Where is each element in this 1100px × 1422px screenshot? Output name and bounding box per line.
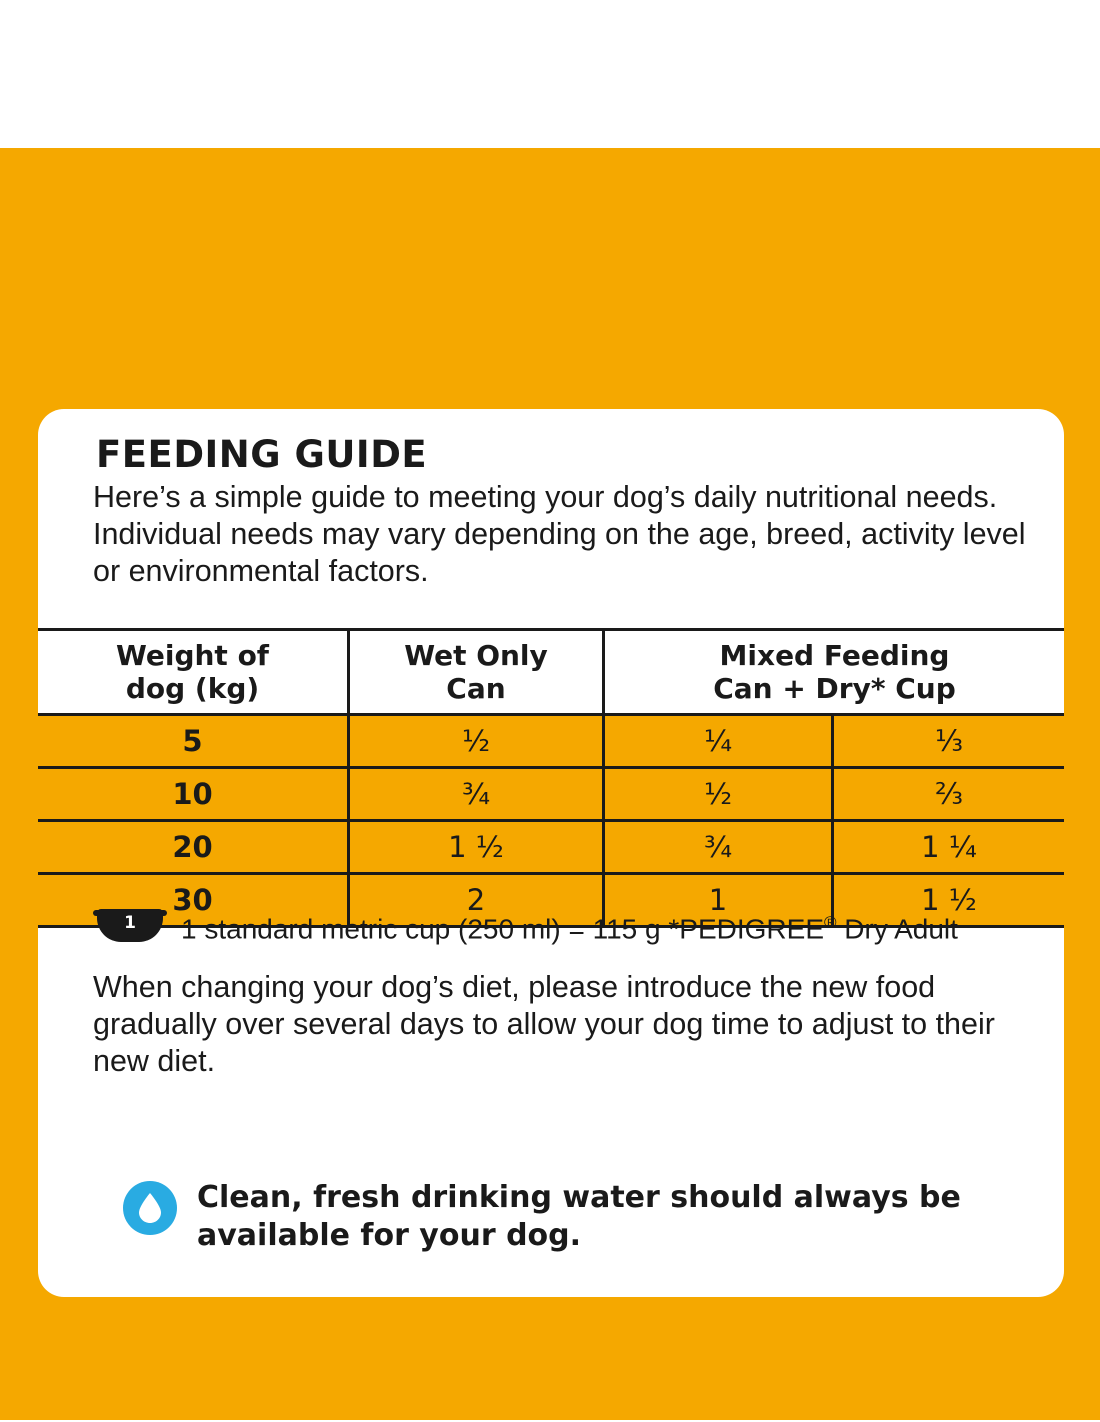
cell-weight: 20 (38, 822, 350, 872)
cell-mixed-group (605, 822, 1064, 872)
header-mixed-line1: Mixed Feeding (719, 639, 950, 672)
cell-wet-only: ¾ (350, 769, 605, 819)
water-note-text: Clean, fresh drinking water should always be available for your dog. (197, 1180, 961, 1253)
diet-transition-note: When changing your dog’s diet, please introduce the new food gradually over several days to allow your dog time to adjust to their new diet. (93, 970, 995, 1078)
measuring-cup-note (93, 909, 1053, 949)
water-drop-icon (123, 1181, 177, 1235)
cell-wet-only: ½ (350, 716, 605, 766)
registered-mark: ® (824, 912, 837, 932)
cell-mixed-can: ¼ (605, 716, 834, 766)
feeding-guide-card (38, 409, 1064, 1297)
measuring-cup-icon (93, 909, 167, 949)
header-weight-line2: dog (kg) (125, 672, 260, 705)
header-wet-only (350, 631, 605, 713)
cell-weight: 10 (38, 769, 350, 819)
water-note (123, 1179, 1023, 1255)
cell-mixed-can: 1 (605, 875, 834, 925)
table-row (38, 822, 1064, 875)
cell-mixed-cup: ⅓ (934, 724, 964, 758)
cell-wet-only: 1 ½ (350, 822, 605, 872)
cell-weight: 5 (38, 716, 350, 766)
cell-mixed-cup: ⅔ (934, 777, 964, 811)
cell-mixed-group (605, 769, 1064, 819)
cell-mixed-cup: 1 ½ (921, 883, 977, 917)
cell-wet-only: 2 (350, 875, 605, 925)
orange-background-panel (0, 148, 1100, 1420)
cell-mixed-cup: 1 ¼ (921, 830, 977, 864)
cell-mixed-group (605, 716, 1064, 766)
intro-paragraph: Here’s a simple guide to meeting your dog’s daily nutritional needs. Individual needs may vary depending on the age, breed, activity level or environmental factors. (93, 480, 1026, 588)
table-header-row (38, 628, 1064, 716)
feeding-table (38, 628, 1064, 928)
measuring-cup-text (181, 913, 958, 945)
cell-mixed-can: ½ (605, 769, 834, 819)
table-row (38, 769, 1064, 822)
header-wet-line1: Wet Only (404, 639, 548, 672)
measuring-cup-number: 1 (124, 913, 136, 933)
cup-text-main: 1 standard metric cup (250 ml) = 115 g *PEDIGREE (181, 913, 824, 945)
header-mixed-line2: Can + Dry* Cup (713, 672, 956, 705)
header-wet-line2: Can (446, 672, 506, 705)
header-weight (38, 631, 350, 713)
header-mixed-feeding (605, 631, 1064, 713)
header-weight-line1: Weight of (115, 639, 269, 672)
cell-mixed-can: ¾ (605, 822, 834, 872)
table-row (38, 716, 1064, 769)
cell-weight: 30 (38, 875, 350, 925)
page-title: FEEDING GUIDE (96, 433, 428, 476)
cup-text-suffix: Dry Adult (836, 913, 958, 945)
